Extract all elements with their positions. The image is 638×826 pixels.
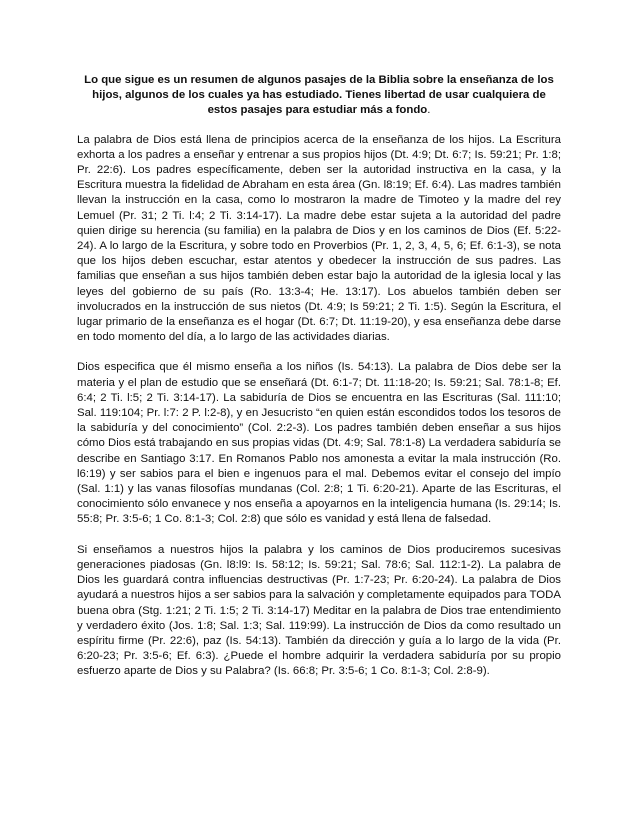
intro-end-text: . [427,104,431,117]
paragraph-3: Si enseñamos a nuestros hijos la palabra y los caminos de Dios produciremos sucesivas generaciones piadosas (Gn. l8:l9: Is. 58:12; Is. 59:21; Sal. 78:6; Sal. 112:1-2). La palabra de Dios les guardará contra influencias destructivas (Pr. 1:7-23; Pr. 6:20-24). La palabra de Dios ayudará a nuestros hijos a ser sabios para la salvación y completamente equipados para TODA buena obra (Stg. 1:21; 2 Ti. 1:5; 2 Ti. 3:14-17) Meditar en la palabra de Dios trae entendimiento y verdadero éxito (Jos. 1:8; Sal. 1:3; Sal. 119:99). La instrucción de Dios da como resultado un espíritu firme (Pr. 22:6), paz (Is. 54:13). También da dirección y guía a lo largo de la vida (Pr. 6:20-23; Pr. 3:5-6; Ef. 6:3). ¿Puede el hombre adquirir la verdadera sabiduría por su propio esfuerzo aparte de Dios y su Palabra? (Is. 66:8; Pr. 3:5-6; 1 Co. 8:1-3; Col. 2:8-9). [77,543,561,678]
paragraph-1: La palabra de Dios está llena de principios acerca de la enseñanza de los hijos. La Escritura exhorta a los padres a enseñar y entrenar a sus propios hijos (Dt. 4:9; Dt. 6:7; Is. 59:21; Pr. 1:8; Pr. 22:6). Los padres específicamente, deben ser la autoridad instructiva en la casa, y la Escritura muestra la fidelidad de Abraham en esta área (Gn. l8:19; Ef. 6:4). Las madres también llevan la instrucción en la casa, como lo mostraron la madre de Timoteo y la madre del rey Lemuel (Pr. 31; 2 Ti. l:4; 2 Ti. 3:14-17). La madre debe estar sujeta a la autoridad del padre quien dirige su herencia (su familia) en la palabra de Dios y en los caminos de Dios (Ef. 5:22-24). A lo largo de la Escritura, y sobre todo en Proverbios (Pr. 1, 2, 3, 4, 5, 6; Ef. 6:1-3), se nota que los hijos deben escuchar, estar atentos y obedecer la instrucción de sus padres. Las familias que enseñan a sus hijos también deben estar bajo la autoridad de la iglesia local y las leyes del gobierno de su país (Ro. 13:3-4; He. 13:17). Los abuelos también deben ser involucrados en la instrucción de sus nietos (Dt. 4:9; Is 59:21; 2 Ti. 1:5). Según la Escritura, el lugar primario de la enseñanza es el hogar (Dt. 6:7; Dt. 11:19-20), y esa enseñanza debe darse en todo momento del día, a lo largo de las actividades diarias. [77,133,561,344]
document-body [77,73,561,695]
intro-bold-text: Lo que sigue es un resumen de algunos pasajes de la Biblia sobre la enseñanza de los hijos, algunos de los cuales ya has estudiado. Tienes libertad de usar cualquiera de estos pasajes para estudiar más a fondo [84,74,554,117]
paragraph-2: Dios especifica que él mismo enseña a los niños (Is. 54:13). La palabra de Dios debe ser la materia y el plan de estudio que se enseñará (Dt. 6:1-7; Dt. 11:18-20; Is. 59:21; Sal. 78:1-8; Ef. 6:4; 2 Ti. l:5; 2 Ti. 3:14-17). La sabiduría de Dios se encuentra en las Escrituras (Sal. 111:10; Sal. 119:104; Pr. l:7: 2 P. l:2-8), y en Jesucristo “en quien están escondidos todos los tesoros de la sabiduría y del conocimiento” (Col. 2:2-3). Los padres también deben enseñar a sus hijos cómo Dios está trabajando en sus propias vidas (Dt. 4:9; Sal. 78:1-8) La verdadera sabiduría se describe en Santiago 3:17. En Romanos Pablo nos amonesta a evitar la mala instrucción (Ro. l6:19) y ser sabios para el bien e ingenuos para el mal. Debemos evitar el consejo del impío (Sal. 1:1) y las vanas filosofías mundanas (Col. 2:8; 1 Ti. 6:20-21). Aparte de las Escrituras, el conocimiento sólo envanece y nos enseña a apoyarnos en la inteligencia humana (Is. 29:14; Is. 55:8; Pr. 3:5-6; 1 Co. 8:1-3; Col. 2:8) que sólo es vanidad y está llena de falsedad. [77,361,561,526]
intro-heading [77,73,561,119]
